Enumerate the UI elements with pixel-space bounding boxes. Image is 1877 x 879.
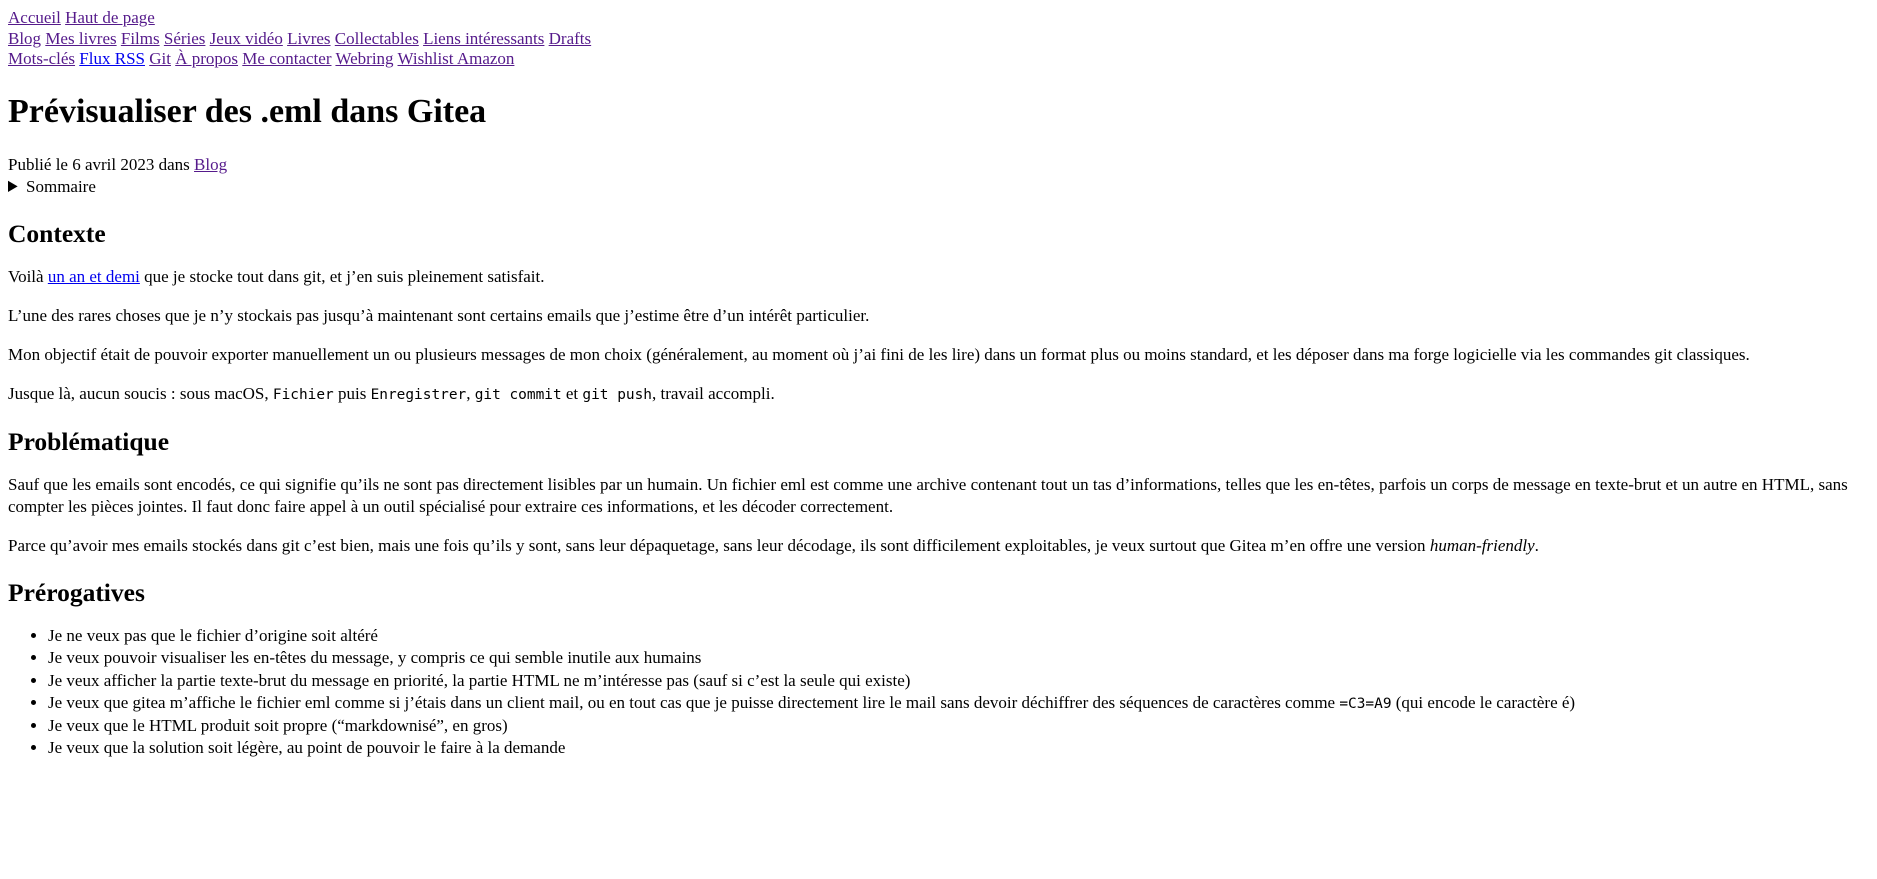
section-prerogatives	[8, 578, 1869, 760]
post-meta	[8, 154, 1869, 176]
paragraph: Jusque là, aucun soucis : sous macOS, Fichier puis Enregistrer, git commit et git push, travail accompli.	[8, 384, 775, 404]
list-item: • Je veux que gitea m’affiche le fichier eml comme si j’étais dans un client mail, ou en tout cas que je puisse directement lire le mail sans devoir déchiffrer des séquences de caractères comme =C3=A9 (qui encode le caractère é)	[48, 692, 1869, 714]
list-item: • Je ne veux pas que le fichier d’origine soit altéré	[48, 625, 1869, 647]
nav-link[interactable]: Séries	[163, 28, 206, 48]
nav-link[interactable]: Collectables	[334, 28, 419, 48]
section-contexte	[8, 219, 1869, 405]
site-nav	[8, 8, 1869, 70]
emphasis-text: human-friendly	[1429, 535, 1535, 555]
nav-link[interactable]: Livres	[287, 28, 331, 48]
nav-row-categories	[8, 29, 1869, 50]
code-span: git commit	[474, 387, 562, 404]
nav-link[interactable]: Films	[120, 28, 160, 48]
list-item: • Je veux pouvoir visualiser les en-têtes du message, y compris ce qui semble inutile aux humains	[48, 647, 1869, 669]
section-problematique	[8, 427, 1869, 557]
prerogatives-list	[8, 625, 1869, 760]
nav-link[interactable]: Mots-clés	[8, 49, 76, 69]
paragraph: Sauf que les emails sont encodés, ce qui signifie qu’ils ne sont pas directement lisibles par un humain. Un fichier eml est comme une archive contenant tout un tas d’informations, telles que les en-têtes, parfois un corps de message en texte-brut et un autre en HTML, sans compter les pièces jointes. Il faut donc faire appel à un outil spécialisé pour extraire ces informations, et les décoder correctement.	[8, 474, 1848, 516]
inline-link[interactable]: un an et demi	[47, 267, 140, 287]
sommaire-details[interactable]	[8, 176, 1869, 198]
nav-link[interactable]: Git	[149, 49, 171, 69]
paragraph: Voilà un an et demi que je stocke tout dans git, et j’en suis pleinement satisfait.	[8, 267, 545, 287]
nav-link[interactable]: Me contacter	[242, 49, 332, 69]
page-title: Prévisualiser des .eml dans Gitea	[8, 92, 487, 130]
nav-link[interactable]: Drafts	[548, 28, 592, 48]
code-span: =C3=A9	[1339, 696, 1392, 713]
nav-link[interactable]: Accueil	[8, 8, 61, 27]
code-span: Fichier	[272, 387, 334, 404]
nav-link[interactable]: Blog	[8, 28, 42, 48]
paragraph: Mon objectif était de pouvoir exporter manuellement un ou plusieurs messages de mon choix (généralement, au moment où j’ai fini de les lire) dans un format plus ou moins standard, et les déposer dans ma forge logicielle via les commandes git classiques.	[8, 345, 1750, 365]
nav-link[interactable]: Flux RSS	[79, 49, 145, 69]
post-category-link[interactable]: Blog	[194, 154, 228, 174]
nav-link[interactable]: Mes livres	[45, 28, 117, 48]
nav-link[interactable]: Haut de page	[65, 8, 155, 27]
list-item: • Je veux que le HTML produit soit propre (“markdownisé”, en gros)	[48, 715, 1869, 737]
nav-row-secondary	[8, 49, 1869, 70]
paragraph: L’une des rares choses que je n’y stockais pas jusqu’à maintenant sont certains emails que j’estime être d’un intérêt particulier.	[8, 306, 870, 326]
nav-link[interactable]: Wishlist Amazon	[397, 49, 515, 69]
sommaire-summary[interactable]: Sommaire	[26, 176, 96, 196]
section-heading-prerogatives: Prérogatives	[8, 578, 145, 608]
nav-link[interactable]: Webring	[335, 49, 394, 69]
nav-link[interactable]: À propos	[175, 49, 239, 69]
section-heading-problematique: Problématique	[8, 426, 170, 456]
list-item: • Je veux afficher la partie texte-brut du message en priorité, la partie HTML ne m’intéresse pas (sauf si c’est la seule qui existe)	[48, 670, 1869, 692]
code-span: git push	[582, 387, 652, 404]
post-meta-text: Publié le 6 avril 2023 dans	[8, 154, 195, 174]
nav-row-primary	[8, 8, 1869, 29]
list-item: • Je veux que la solution soit légère, au point de pouvoir le faire à la demande	[48, 737, 1869, 759]
code-span: Enregistrer	[370, 387, 467, 404]
nav-link[interactable]: Jeux vidéo	[209, 28, 283, 48]
paragraph: Parce qu’avoir mes emails stockés dans git c’est bien, mais une fois qu’ils y sont, sans leur dépaquetage, sans leur décodage, ils sont difficilement exploitables, je veux surtout que Gitea m’en offre une version human-friendly.	[8, 535, 1539, 555]
section-heading-contexte: Contexte	[8, 219, 106, 249]
nav-link[interactable]: Liens intéressants	[423, 28, 545, 48]
